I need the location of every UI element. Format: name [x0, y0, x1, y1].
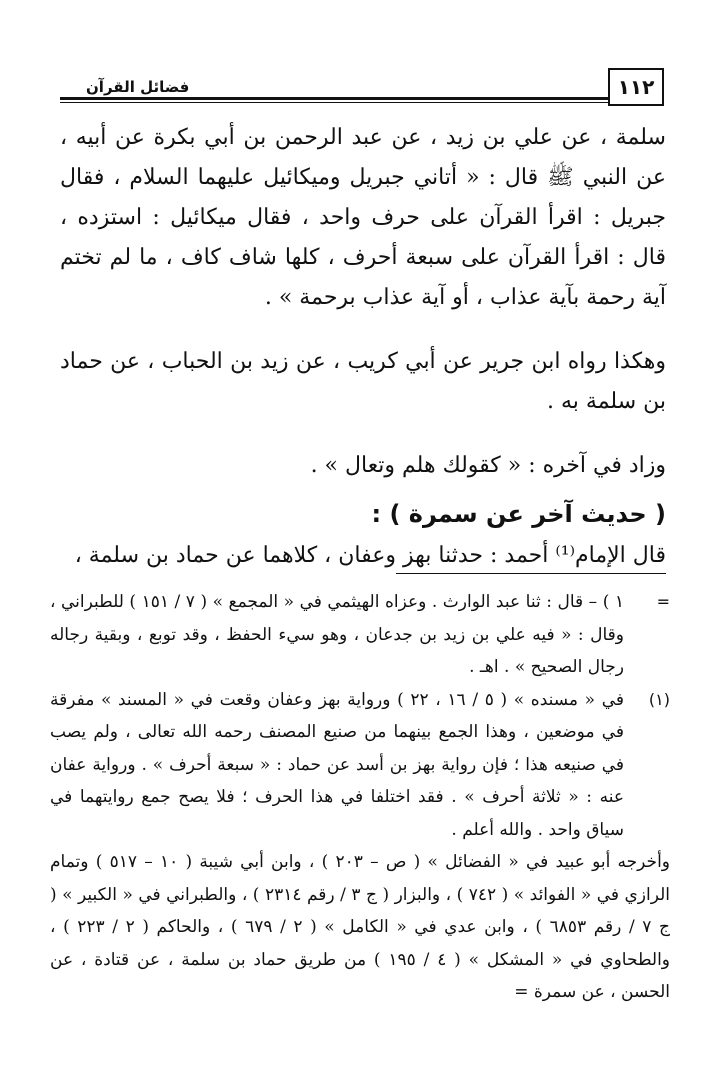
- header-rule-thin: [60, 102, 610, 103]
- paragraph: وزاد في آخره : « كقولك هلم وتعال » .: [310, 453, 666, 478]
- paragraph: وهكذا رواه ابن جرير عن أبي كريب ، عن زيد بن الحباب ، عن حماد بن سلمة به .: [60, 349, 666, 414]
- header-rule: [60, 97, 610, 100]
- footnote-separator: [396, 573, 666, 574]
- footnote-text: وأخرجه أبو عبيد في « الفضائل » ( ص – ٢٠٣ ) ، وابن أبي شيبة ( ١٠ – ٥١٧ ) وتمام الرازي في « الفوائد » ( ٧٤٢ ) ، والبزار ( ج ٣ / رقم ٢٣١٤ ) ، والطبراني في « الكبير » ( ج ٧ / رقم ٦٨٥٣ ) ، وابن عدي في « الكامل » ( ٢ / ٦٧٩ ) ، والحاكم ( ٢ / ٢٢٣ ) ، والطحاوي في « المشكل » ( ٤ / ١٩٥ ) من طريق حماد بن سلمة ، عن قتادة ، عن الحسن ، عن سمرة =: [50, 852, 671, 1002]
- running-header-title: فضائل القرآن: [86, 78, 190, 96]
- footnote-marker: (١): [648, 689, 670, 709]
- footnote-text: ١ ) – قال : ثنا عبد الوارث . وعزاه الهيثمي في « المجمع » ( ٧ / ١٥١ ) للطبراني ، وقال : « فيه علي بن زيد بن جدعان ، وهو سيء الحفظ ، وقد توبع ، وبقية رجاله رجال الصحيح » . اهـ .: [50, 592, 624, 677]
- footnote-text: في « مسنده » ( ٥ / ١٦ ، ٢٢ ) ورواية بهز وعفان وقعت في « المسند » مفرقة في موضعين ، وهذا الجمع بينهما من صنيع المصنف رحمه الله تعالى ، ولم يصب في صنيعه هذا ؛ فإن رواية بهز بن أسد عن حماد : « سبعة أحرف » . ورواية عفان عنه : « ثلاثة أحرف » . فقد اختلفا في هذا الحرف ؛ فلا يصح جمع روايتهما في سياق واحد . والله أعلم .: [50, 689, 624, 840]
- footnote-continuation: [50, 586, 670, 684]
- footnotes: [50, 586, 670, 1009]
- page-number-box: [608, 68, 664, 106]
- page-number: ١١٢: [617, 75, 655, 99]
- paragraph: سلمة ، عن علي بن زيد ، عن عبد الرحمن بن أبي بكرة عن أبيه ، عن النبي ﷺ قال : « أتاني جبريل وميكائيل عليهما السلام ، فقال جبريل : اقرأ القرآن على حرف واحد ، فقال ميكائيل : استزده ، قال : اقرأ القرآن على سبعة أحرف ، كلها شاف كاف ، ما لم تختم آية رحمة بآية عذاب ، أو آية عذاب برحمة » .: [60, 125, 666, 310]
- footnote-1: [50, 684, 670, 847]
- paragraph: قال الإمام⁽¹⁾ أحمد : حدثنا بهز وعفان ، كلاهما عن حماد بن سلمة ،: [74, 543, 666, 568]
- section-heading: ( حديث آخر عن سمرة ) :: [371, 500, 666, 528]
- footnote-marker: =: [656, 592, 670, 611]
- footnote-1-continued: [50, 846, 670, 1009]
- main-text: [60, 118, 666, 576]
